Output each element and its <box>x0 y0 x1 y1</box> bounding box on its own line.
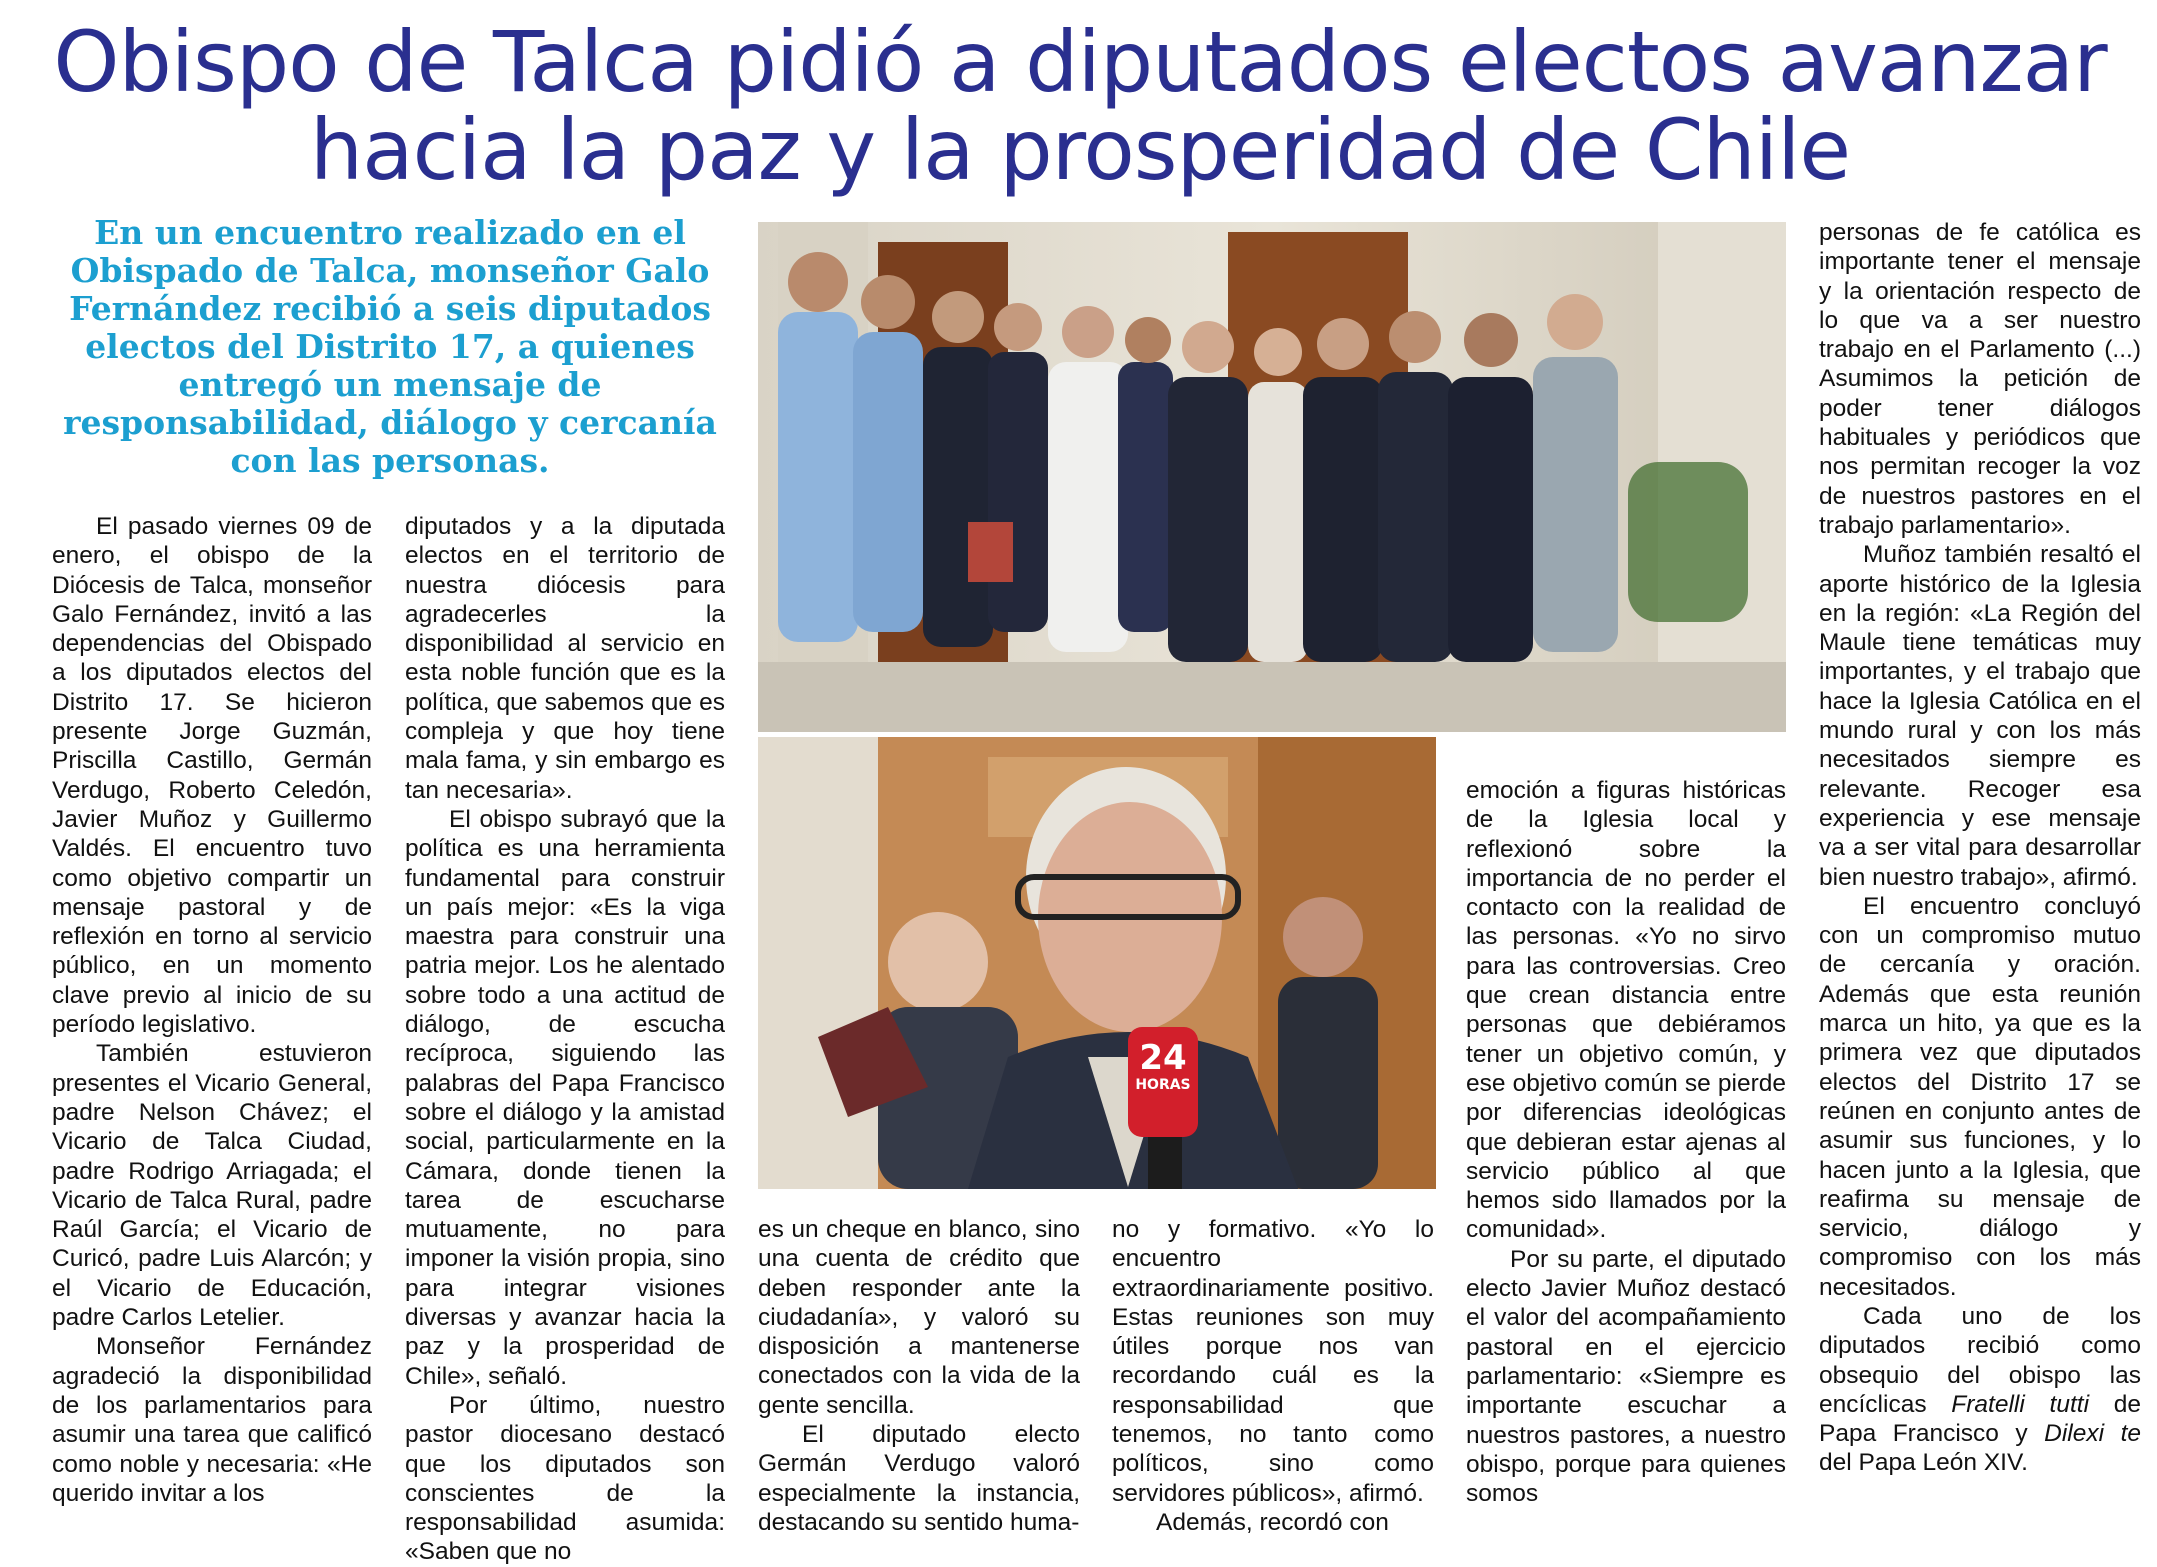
column-3 <box>758 1215 1080 1537</box>
col2-paragraph-1: diputados y a la diputada electos en el territorio de nuestra diócesis para agradecerles la disponibilidad al servicio en esta noble función que es la política, que sabemos que es compleja y que hoy tiene mala fama, y sin embargo es tan necesaria». <box>405 513 725 804</box>
lede: En un encuentro realizado en el Obispado de Talca, monseñor Galo Fernández recibió a seis diputados electos del Distrito 17, a quienes entregó un mensaje de responsabilidad, diálogo y cercanía con las personas. <box>63 213 717 480</box>
col3-paragraph-2: El diputado electo Germán Verdugo valoró especialmente la instancia, destacando su sentido huma- <box>758 1421 1080 1536</box>
col1-paragraph-3: Monseñor Fernández agradeció la disponibilidad de los parlamentarios para asumir una tarea que calificó como noble y necesaria: «He querido invitar a los <box>52 1333 372 1507</box>
col6-last-after: del Papa León XIV. <box>1819 1449 2028 1477</box>
col5-paragraph-1: emoción a figuras históricas de la Iglesia local y reflexionó sobre la importancia de no perder el contacto con la realidad de las personas. «Yo no sirvo para las controversias. Creo que crean distancia entre personas que debiéramos tener un objetivo común, y ese objetivo común se pierde por diferencias ideológicas que debieran estar ajenas al servicio público al que hemos sido llamados por la comunidad». <box>1466 777 1786 1244</box>
column-6 <box>1819 218 2141 1478</box>
encyclical-fratelli-tutti: Fratelli tutti <box>1951 1390 2090 1418</box>
col6-last-middle: de Papa Francisco y <box>1819 1390 2142 1448</box>
col3-paragraph-1: es un cheque en blanco, sino una cuenta de crédito que deben responder ante la ciudadanía», y valoró su disposición a mantenerse conectados con la vida de la gente sencilla. <box>758 1216 1080 1419</box>
col6-paragraph-2: Muñoz también resaltó el aporte histórico de la Iglesia en la región: «La Región del Maule tiene temáticas muy importantes, y el trabajo que hace la Iglesia Católica en el mundo rural y con los más necesitados siempre es relevante. Recoger esa experiencia y ese mensaje va a ser vital para desarrollar bien nuestro trabajo», afirmó. <box>1819 541 2141 891</box>
col4-paragraph-2: Además, recordó con <box>1156 1508 1389 1536</box>
interview-photo <box>758 737 1436 1189</box>
col1-paragraph-1: El pasado viernes 09 de enero, el obispo de la Diócesis de Talca, monseñor Galo Fernández, invitó a las dependencias del Obispado a los diputados electos del Distrito 17. Se hicieron presente Jorge Guzmán, Priscilla Castillo, Germán Verdugo, Roberto Celedón, Javier Muñoz y Guillermo Valdés. El encuentro tuvo como objetivo compartir un mensaje pastoral y de reflexión en torno al servicio público, en un momento clave previo al inicio de su período legislativo. <box>52 513 372 1039</box>
column-1 <box>52 512 372 1508</box>
col6-paragraph-4 <box>1819 1302 2141 1478</box>
col4-paragraph-1: no y formativo. «Yo lo encuentro extraordinariamente positivo. Estas reuniones son muy útiles porque nos van recordando cuál es la responsabilidad que tenemos, no tanto como políticos, sino como servidores públicos», afirmó. <box>1112 1216 1434 1507</box>
group-photo <box>758 222 1786 732</box>
col6-paragraph-1: personas de fe católica es importante tener el mensaje y la orientación respecto de lo que va a ser nuestro trabajo en el Parlamento (...) Asumimos la petición de poder tener diálogos habituales y periódicos que nos permitan recoger la voz de nuestros pastores en el trabajo parlamentario». <box>1819 219 2141 539</box>
headline: Obispo de Talca pidió a diputados electos avanzar hacia la paz y la prosperidad de Chile <box>53 13 2107 199</box>
mic-badge-number: 24 <box>1139 1038 1187 1078</box>
column-5 <box>1466 776 1786 1508</box>
col6-paragraph-3: El encuentro concluyó con un compromiso mutuo de cercanía y oración. Además que esta reunión marca un hito, ya que es la primera vez que diputados electos del Distrito 17 se reúnen en conjunto antes de asumir sus funciones, y lo hacen junto a la Iglesia, que reafirma su mensaje de servicio, diálogo y compromiso con los más necesitados. <box>1819 892 2141 1301</box>
col2-paragraph-3: Por último, nuestro pastor diocesano destacó que los diputados son conscientes de la responsabilidad asumida: «Saben que no <box>405 1391 725 1566</box>
encyclical-dilexi-te: Dilexi te <box>2044 1420 2142 1448</box>
mic-badge-label: HORAS <box>1135 1077 1191 1093</box>
column-4 <box>1112 1215 1434 1537</box>
column-2 <box>405 512 725 1567</box>
col2-paragraph-2: El obispo subrayó que la política es una herramienta fundamental para construir un país mejor: «Es la viga maestra para construir una patria mejor. Los he alentado sobre todo a una actitud de diálogo, de escucha recíproca, siguiendo las palabras del Papa Francisco sobre el diálogo y la amistad social, particularmente en la Cámara, donde tienen la tarea de escucharse mutuamente, no para imponer la visión propia, sino para integrar visiones diversas y avanzar hacia la paz y la prosperidad de Chile», señaló. <box>405 805 725 1390</box>
col5-paragraph-2: Por su parte, el diputado electo Javier Muñoz destacó el valor del acompañamiento pastoral en el ejercicio parlamentario: «Siempre es importante escuchar a nuestros pastores, a nuestro obispo, porque para quienes somos <box>1466 1245 1786 1508</box>
col6-last-before: Cada uno de los diputados recibió como obsequio del obispo las encíclicas <box>1819 1302 2141 1418</box>
col1-paragraph-2: También estuvieron presentes el Vicario General, padre Nelson Chávez; el Vicario de Talca Ciudad, padre Rodrigo Arriagada; el Vicario de Talca Rural, padre Raúl García; el Vicario de Curicó, padre Luis Alarcón; y el Vicario de Educación, padre Carlos Letelier. <box>52 1040 372 1332</box>
